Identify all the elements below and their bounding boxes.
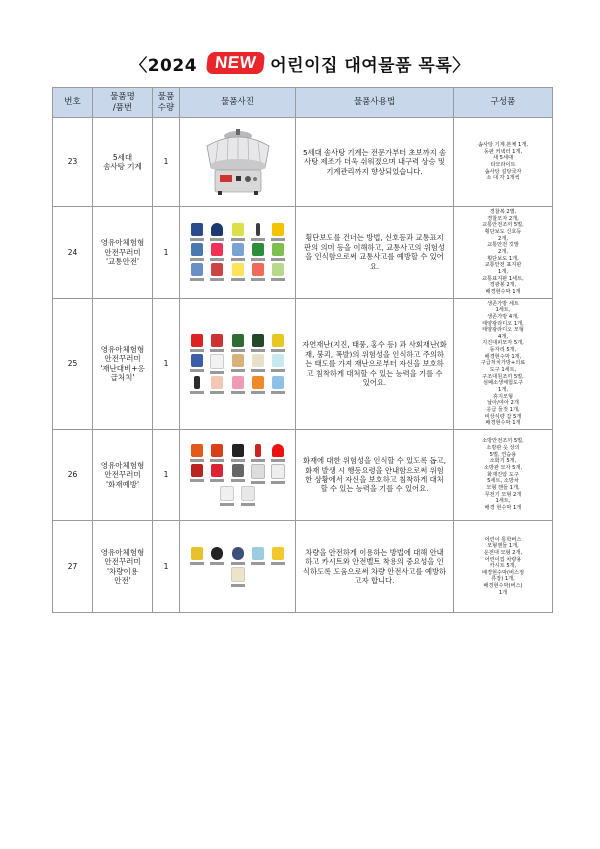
header-qty: 물품 수량 — [153, 88, 180, 118]
row-photo — [180, 430, 296, 521]
row-parts: 경찰복 2벌, 경찰모자 2개, 교통안전조끼 5벌, 횡단보도 신호등 2개, 교통안전 깃발 2개, 횡단보도 1개, 교통안전 표지판 1개, 교통표지판 1세트, 경광봉 2개, 배경현수막 1개 — [454, 207, 553, 299]
row-usage: 5세대 솜사탕 기계는 전문가부터 초보까지 솜사탕 제조가 더욱 쉬워졌으며 내구력 상승 및 기계관리까지 향상되었습니다. — [296, 118, 454, 207]
new-badge: NEW — [206, 52, 265, 74]
row-qty: 1 — [153, 207, 180, 299]
row-no: 25 — [53, 298, 93, 429]
header-usage: 물품사용법 — [296, 88, 454, 118]
row-name: 영유아체험형 안전꾸러미 '차량이용 안전' — [93, 521, 153, 613]
fire-prevention-kit-icon — [183, 443, 293, 507]
table-row — [53, 430, 553, 521]
row-usage: 자연재난(지진, 태풍, 홍수 등) 과 사회재난(화재, 붕괴, 폭발)의 위험성을 인식하고 주의하는 태도를 가져 재난으로부터 자신을 보호하고 침착하게 대처할 수 있는 능력을 기를 수 있어요. — [296, 298, 454, 429]
table-row — [53, 118, 553, 207]
row-photo — [180, 118, 296, 207]
vehicle-safety-kit-icon — [183, 546, 293, 588]
row-name: 영유아체험형 안전꾸러미 '재난대비+응 급처치' — [93, 298, 153, 429]
disaster-firstaid-kit-icon — [183, 333, 293, 395]
row-photo — [180, 298, 296, 429]
row-name: 5세대 솜사탕 기계 — [93, 118, 153, 207]
header-parts: 구성품 — [454, 88, 553, 118]
row-photo — [180, 207, 296, 299]
cotton-candy-machine-icon — [193, 126, 283, 198]
row-qty: 1 — [153, 430, 180, 521]
row-parts: 생존가방 세트 1세트, 생존가방 4개, 태양광라디오 1개, 태양광라디오 모형 4개, 지진대피모자 5개, 동자리 5개, 배경현수막 1개, 구급처치가방+의료 도구 1세트, 구조대원조끼 5벌, 심폐소생체험도구 1개, 휴지모형 날아/여아 2개 응급 들것 1개, 비상식량 갑 5개 배경현수막 1개 — [454, 298, 553, 429]
row-usage: 화재에 대한 위험성을 인식할 수 있도록 돕고, 화재 발생 시 행동요령을 안내함으로써 위험한 상황에서 자신을 보호하고 침착하게 대처할 수 있는 능력을 기를 수 있어요. — [296, 430, 454, 521]
row-name: 영유아체험형 안전꾸러미 '화재예방' — [93, 430, 153, 521]
table-row — [53, 521, 553, 613]
page-title — [0, 48, 600, 78]
rental-items-table — [52, 87, 553, 613]
row-no: 27 — [53, 521, 93, 613]
row-no: 23 — [53, 118, 93, 207]
row-name: 영유아체험형 안전꾸러미 '교통안전' — [93, 207, 153, 299]
header-no: 번호 — [53, 88, 93, 118]
title-prefix: 〈2024 — [130, 55, 198, 76]
row-parts: 소방안전조끼 5벌, 소방관 옷 상의 5벌, 연습용 소화기 5개, 소방관 모자 5개, 화재진압 도구 5세트, 소방차 모형 핸들 1개, 무전기 모형 2개 1세트, 배경 현수막 1개 — [454, 430, 553, 521]
header-photo: 물품사진 — [180, 88, 296, 118]
row-usage: 차량을 안전하게 이용하는 방법에 대해 안내하고 카시트와 안전벨트 착용의 중요성을 인식하도록 도움으로써 차량 안전사고를 예방하고자 합니다. — [296, 521, 454, 613]
row-photo — [180, 521, 296, 613]
table-row — [53, 298, 553, 429]
row-qty: 1 — [153, 298, 180, 429]
row-no: 26 — [53, 430, 93, 521]
row-parts: 어린이 통학버스 모형핸들 1개, 운전대 모형 2개, 어린이집 차량용 카시트 5개, 배경현수막(버스정 류장) 1개, 배경현수막(버스) 1개 — [454, 521, 553, 613]
row-qty: 1 — [153, 118, 180, 207]
row-no: 24 — [53, 207, 93, 299]
table-row — [53, 207, 553, 299]
row-qty: 1 — [153, 521, 180, 613]
row-usage: 횡단보도를 건너는 방법, 신호등과 교통표지판의 의미 등을 이해하고, 교통사고의 위험성을 인식함으로써 교통사고를 예방할 수 있어요. — [296, 207, 454, 299]
row-parts: 솜사탕 기계 본체 1개, 동판 커넥터 1개, 새 5세대 타모라이트 솜사탕 설탕국자 소 대 각 1개씩 — [454, 118, 553, 207]
traffic-safety-kit-icon — [184, 222, 292, 282]
title-suffix: 어린이집 대여물품 목록〉 — [270, 55, 470, 76]
header-name: 물품명 /품번 — [93, 88, 153, 118]
table-header-row — [53, 88, 553, 118]
